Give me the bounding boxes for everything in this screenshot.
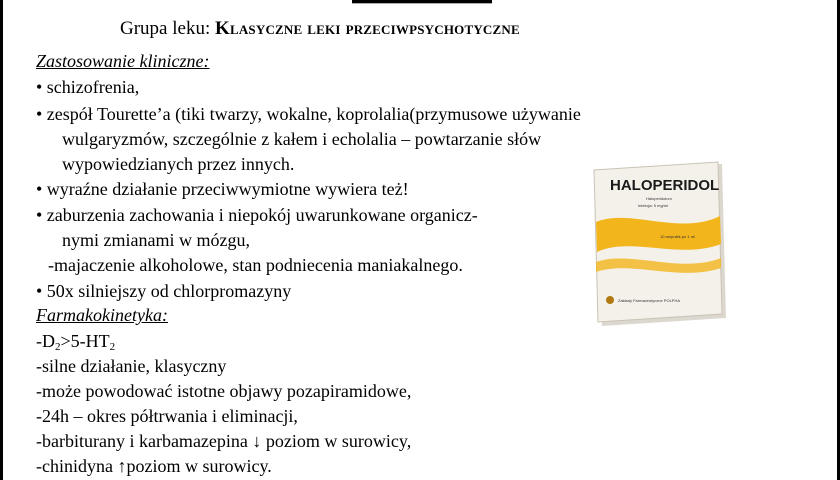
clinical-item: • schizofrenia, <box>36 77 140 97</box>
receptor-d-subscript: 2 <box>55 341 61 353</box>
pharma-item: -może powodować istotne objawy pozapiramidowe, <box>36 381 412 401</box>
title-prefix: Grupa leku: <box>120 18 215 39</box>
top-rule-shadow <box>352 3 492 4</box>
clinical-item: • zespół Tourette’a (tiki twarzy, wokalne, koprolalia(przymusowe używanie <box>36 104 581 124</box>
package-pack: 10 ampułek po 1 ml <box>660 234 695 239</box>
clinical-item: • 50x silniejszy od chlorpromazyny <box>36 281 292 301</box>
page-border-left <box>0 0 3 480</box>
clinical-item-continuation: wypowiedzianych przez innych. <box>62 154 295 174</box>
pharma-item: -silne działanie, klasyczny <box>36 356 227 376</box>
clinical-use-heading: Zastosowanie kliniczne: <box>36 51 210 71</box>
package-dose: Iniekcja: 5 mg/ml <box>638 203 669 208</box>
receptor-d: -D <box>36 331 55 351</box>
drug-class: Klasyczne leki przeciwpsychotyczne <box>214 18 520 39</box>
clinical-item: • wyraźne działanie przeciwwymiotne wywiera też! <box>36 179 409 199</box>
pharma-item: -barbiturany i karbamazepina ↓ poziom w surowicy, <box>36 431 412 451</box>
clinical-item-continuation: wulgaryzmów, szczególnie z kałem i echolalia – powtarzanie słów <box>62 129 542 149</box>
receptor-ratio <box>36 330 115 358</box>
pharma-item: -chinidyna ↑poziom w surowicy. <box>36 456 272 476</box>
page-title <box>120 18 520 40</box>
haloperidol-package-image <box>590 150 730 330</box>
package-logo-icon <box>606 296 614 304</box>
clinical-item-continuation: nymi zmianami w mózgu, <box>62 230 250 250</box>
receptor-5ht-subscript: 2 <box>109 341 116 353</box>
package-maker: Zakłady Farmaceutyczne POLPHA <box>618 298 681 303</box>
pharmacokinetics-heading: Farmakokinetyka: <box>36 305 168 325</box>
pharma-item: -24h – okres półtrwania i eliminacji, <box>36 406 298 426</box>
package-generic: Haloperidolum <box>646 196 672 201</box>
package-brand: HALOPERIDOL <box>610 177 720 194</box>
clinical-item: • zaburzenia zachowania i niepokój uwarunkowane organicz- <box>36 205 478 225</box>
receptor-5ht: >5-HT <box>60 331 110 351</box>
clinical-item: -majaczenie alkoholowe, stan podniecenia maniakalnego. <box>48 255 463 275</box>
